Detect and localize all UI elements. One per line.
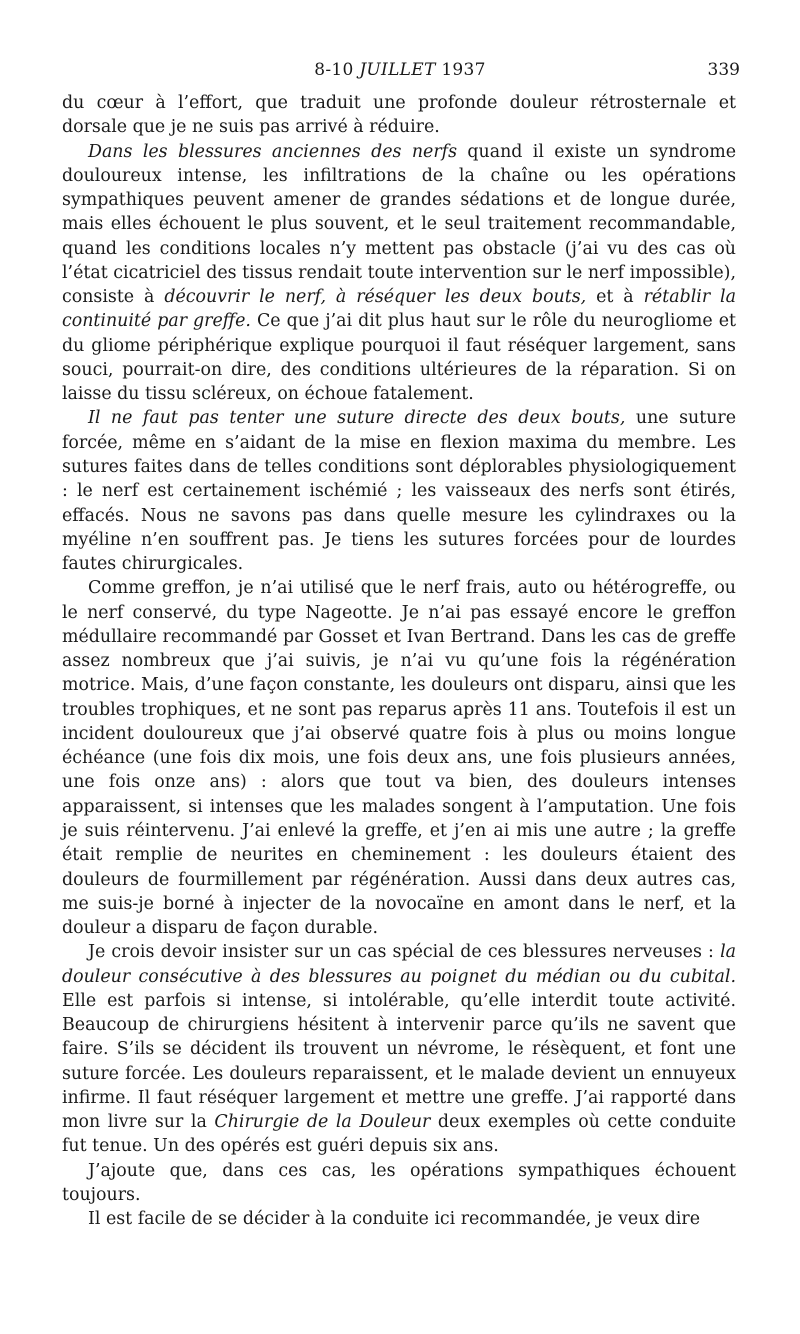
paragraph bbox=[62, 940, 736, 1158]
text-run: une suture forcée, même en s’aidant de la mise en flexion maxima du membre. Les sutures faites dans de telles conditions sont déplorables physiologiquement : le nerf est certainement ischémié ; les vaisseaux des nerfs sont étirés, effacés. Nous ne savons pas dans quelle mesure les cylindraxes ou la myéline n’en souffrent pas. Je tiens les sutures forcées pour de lourdes fautes chirurgicales. bbox=[62, 408, 737, 575]
text-run: quand il existe un syndrome douloureux intense, les infiltrations de la chaîne ou les opérations sympathiques peuvent amener de grandes sédations et de longue durée, mais elles échouent le plus souvent, et le seul traitement recommandable, quand les conditions locales n’y mettent pas obstacle (j’ai vu des cas où l’état cicatriciel des tissus rendait toute intervention sur le nerf impossible), consiste à bbox=[62, 141, 736, 308]
text-run: deux exemples où cette conduite fut tenue. Un des opérés est guéri depuis six ans. bbox=[62, 1112, 736, 1157]
text-run: Elle est parfois si intense, si intolérable, qu’elle interdit toute activité. Beaucoup de chirurgiens hésitent à intervenir parce qu’ils ne savent que faire. S’ils se décident ils trouvent un névrome, le résèquent, et font une suture forcée. Les douleurs reparaissent, et le malade devient un ennuyeux infirme. Il faut réséquer largement et mettre une greffe. J’ai rapporté dans mon livre sur la bbox=[62, 990, 736, 1133]
paragraph bbox=[62, 406, 736, 576]
text-run: Ce que j’ai dit plus haut sur le rôle du neurogliome et du gliome périphérique explique pourquoi il faut réséquer largement, sans souci, pourrait-on dire, des conditions ultérieures de la réparation. Si on laisse du tissu scléreux, on échoue fatalement. bbox=[62, 311, 736, 405]
text-run: Comme greffon, je n’ai utilisé que le nerf frais, auto ou hétérogreffe, ou le nerf conservé, du type Nageotte. Je n’ai pas essayé encore le greffon médullaire recommandé par Gosset et Ivan Bertrand. Dans les cas de greffe assez nombreux que j’ai suivis, je n’ai vu qu’une fois la régénération motrice. Mais, d’une façon constante, les douleurs ont disparu, ainsi que les troubles trophiques, et ne sont pas reparus après 11 ans. Toutefois il est un incident douloureux que j’ai observé quatre fois à plus ou moins longue échéance (une fois dix mois, une fois deux ans, une fois plusieurs années, une fois onze ans) : alors que tout va bien, des douleurs intenses apparaissent, si intenses que les malades songent à l’amputation. Une fois je suis réintervenu. J’ai enlevé la greffe, et j’en ai mis une autre ; la greffe était remplie de neurites en cheminement : les douleurs étaient des douleurs de fourmillement par régénération. Aussi dans deux autres cas, me suis-je borné à injecter de la novocaïne en amont dans le nerf, et la douleur a disparu de façon durable. bbox=[62, 578, 736, 939]
italic-text: Il ne faut pas tenter une suture directe des deux bouts, bbox=[88, 408, 626, 429]
paragraph bbox=[62, 91, 736, 140]
italic-text: Dans les blessures anciennes des nerfs bbox=[88, 141, 457, 162]
running-header bbox=[60, 60, 740, 84]
paragraph bbox=[62, 140, 736, 407]
text-run: Je crois devoir insister sur un cas spécial de ces blessures nerveuses : bbox=[88, 942, 721, 963]
header-date: 8-10 JUILLET 1937 bbox=[314, 60, 486, 80]
text-run: J’ajoute que, dans ces cas, les opérations sympathiques échouent toujours. bbox=[62, 1160, 736, 1205]
italic-text: découvrir le nerf, à réséquer les deux bouts, bbox=[164, 287, 587, 308]
paragraph bbox=[62, 1207, 736, 1231]
italic-text: rétablir la continuité par greffe. bbox=[62, 287, 736, 332]
italic-text: la douleur consécutive à des blessures au poignet du médian ou du cubital. bbox=[62, 942, 736, 987]
text-run: et à bbox=[586, 287, 644, 308]
text-run: du cœur à l’effort, que traduit une profonde douleur rétrosternale et dorsale que je ne suis pas arrivé à réduire. bbox=[62, 93, 736, 138]
paragraph bbox=[62, 576, 736, 940]
italic-text: Chirurgie de la Douleur bbox=[214, 1112, 431, 1133]
text-run: Il est facile de se décider à la conduite ici recommandée, je veux dire bbox=[88, 1209, 701, 1230]
paragraph bbox=[62, 1159, 736, 1208]
page-number: 339 bbox=[707, 60, 740, 80]
body-text bbox=[62, 91, 736, 1231]
